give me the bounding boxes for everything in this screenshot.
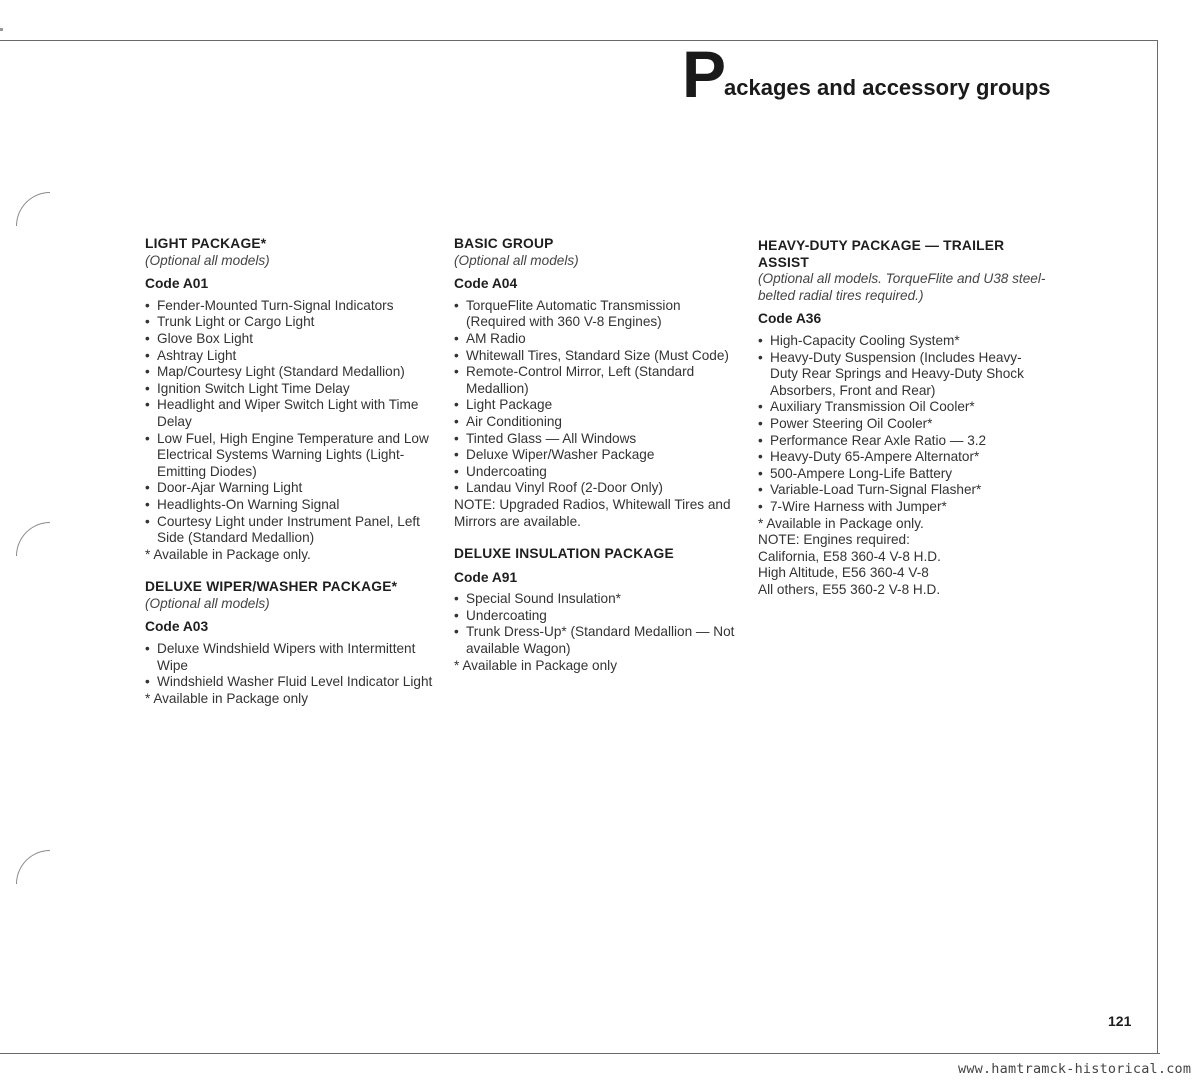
item-list (145, 298, 435, 547)
list-item: • Auxiliary Transmission Oil Cooler* (758, 399, 1048, 416)
section-note: * Available in Package only. (145, 546, 311, 562)
list-item: • Trunk Light or Cargo Light (145, 314, 435, 331)
list-item: • Windshield Washer Fluid Level Indicator Light (145, 674, 435, 691)
list-item: • Low Fuel, High Engine Temperature and Low Electrical Systems Warning Lights (Light-Emitting Diodes) (145, 431, 435, 481)
list-item: • Glove Box Light (145, 331, 435, 348)
section-note: High Altitude, E56 360-4 V-8 (758, 565, 929, 581)
title-initial: P (682, 37, 725, 111)
list-item: • Deluxe Windshield Wipers with Intermittent Wipe (145, 641, 435, 674)
section-note: * Available in Package only (145, 690, 308, 706)
list-item: • High-Capacity Cooling System* (758, 333, 1048, 350)
section-note: * Available in Package only. (758, 515, 924, 531)
section-note: California, E58 360-4 V-8 H.D. (758, 548, 941, 564)
list-item: • Map/Courtesy Light (Standard Medallion) (145, 364, 435, 381)
list-item: • 500-Ampere Long-Life Battery (758, 466, 1048, 483)
list-item: • Heavy-Duty 65-Ampere Alternator* (758, 449, 1048, 466)
list-item: • AM Radio (454, 331, 744, 348)
list-item: • Headlight and Wiper Switch Light with Time Delay (145, 397, 435, 430)
section-title: BASIC GROUP (454, 236, 554, 251)
section-code: Code A03 (145, 619, 209, 635)
package-section (145, 236, 435, 563)
list-item: • Tinted Glass — All Windows (454, 431, 744, 448)
section-code: Code A36 (758, 311, 822, 327)
list-item: • Heavy-Duty Suspension (Includes Heavy-Duty Rear Springs and Heavy-Duty Shock Absorbers, Front and Rear) (758, 350, 1048, 400)
list-item: • Fender-Mounted Turn-Signal Indicators (145, 298, 435, 315)
list-item: • Deluxe Wiper/Washer Package (454, 447, 744, 464)
list-item: • Landau Vinyl Roof (2-Door Only) (454, 480, 744, 497)
item-list (145, 641, 435, 691)
item-list (454, 298, 744, 497)
list-item: • Remote-Control Mirror, Left (Standard Medallion) (454, 364, 744, 397)
section-title: LIGHT PACKAGE* (145, 236, 267, 251)
column-left (145, 236, 435, 707)
section-title: HEAVY-DUTY PACKAGE — TRAILER ASSIST (758, 238, 1005, 270)
section-title: DELUXE INSULATION PACKAGE (454, 546, 674, 562)
section-note: All others, E55 360-2 V-8 H.D. (758, 581, 941, 597)
list-item: • Light Package (454, 397, 744, 414)
section-subtitle: (Optional all models) (145, 595, 270, 611)
list-item: • Undercoating (454, 608, 744, 625)
item-list (454, 591, 744, 657)
section-subtitle: (Optional all models. TorqueFlite and U38 steel-belted radial tires required.) (758, 271, 1046, 303)
section-code: Code A91 (454, 569, 518, 585)
list-item: • Trunk Dress-Up* (Standard Medallion — Not available Wagon) (454, 624, 744, 657)
section-note: * Available in Package only (454, 657, 617, 673)
list-item: • Performance Rear Axle Ratio — 3.2 (758, 433, 1048, 450)
page-number: 121 (1108, 1013, 1132, 1029)
section-note: NOTE: Upgraded Radios, Whitewall Tires and Mirrors are available. (454, 496, 731, 529)
section-subtitle: (Optional all models) (145, 252, 270, 268)
section-note: NOTE: Engines required: (758, 532, 910, 548)
section-code: Code A04 (454, 276, 518, 292)
list-item: • Door-Ajar Warning Light (145, 480, 435, 497)
list-item: • Courtesy Light under Instrument Panel, Left Side (Standard Medallion) (145, 514, 435, 547)
section-title: DELUXE WIPER/WASHER PACKAGE* (145, 579, 398, 595)
list-item: • Headlights-On Warning Signal (145, 497, 435, 514)
list-item: • 7-Wire Harness with Jumper* (758, 499, 1048, 516)
section-subtitle: (Optional all models) (454, 252, 579, 268)
list-item: • Whitewall Tires, Standard Size (Must Code) (454, 348, 744, 365)
corner-mark (0, 28, 3, 31)
title-text: ackages and accessory groups (724, 75, 1051, 100)
package-section (145, 579, 435, 707)
column-middle (454, 236, 744, 674)
list-item: • TorqueFlite Automatic Transmission (Required with 360 V-8 Engines) (454, 298, 744, 331)
page-title (682, 37, 1051, 111)
package-section (454, 546, 744, 674)
list-item: • Variable-Load Turn-Signal Flasher* (758, 482, 1048, 499)
watermark: www.hamtramck-historical.com (958, 1061, 1192, 1077)
section-code: Code A01 (145, 276, 209, 292)
list-item: • Special Sound Insulation* (454, 591, 744, 608)
list-item: • Power Steering Oil Cooler* (758, 416, 1048, 433)
bottom-rule (0, 1053, 1160, 1054)
column-right (758, 238, 1048, 598)
list-item: • Undercoating (454, 464, 744, 481)
item-list (758, 333, 1048, 516)
list-item: • Ashtray Light (145, 348, 435, 365)
list-item: • Ignition Switch Light Time Delay (145, 381, 435, 398)
package-section (758, 238, 1048, 598)
package-section (454, 236, 744, 530)
list-item: • Air Conditioning (454, 414, 744, 431)
